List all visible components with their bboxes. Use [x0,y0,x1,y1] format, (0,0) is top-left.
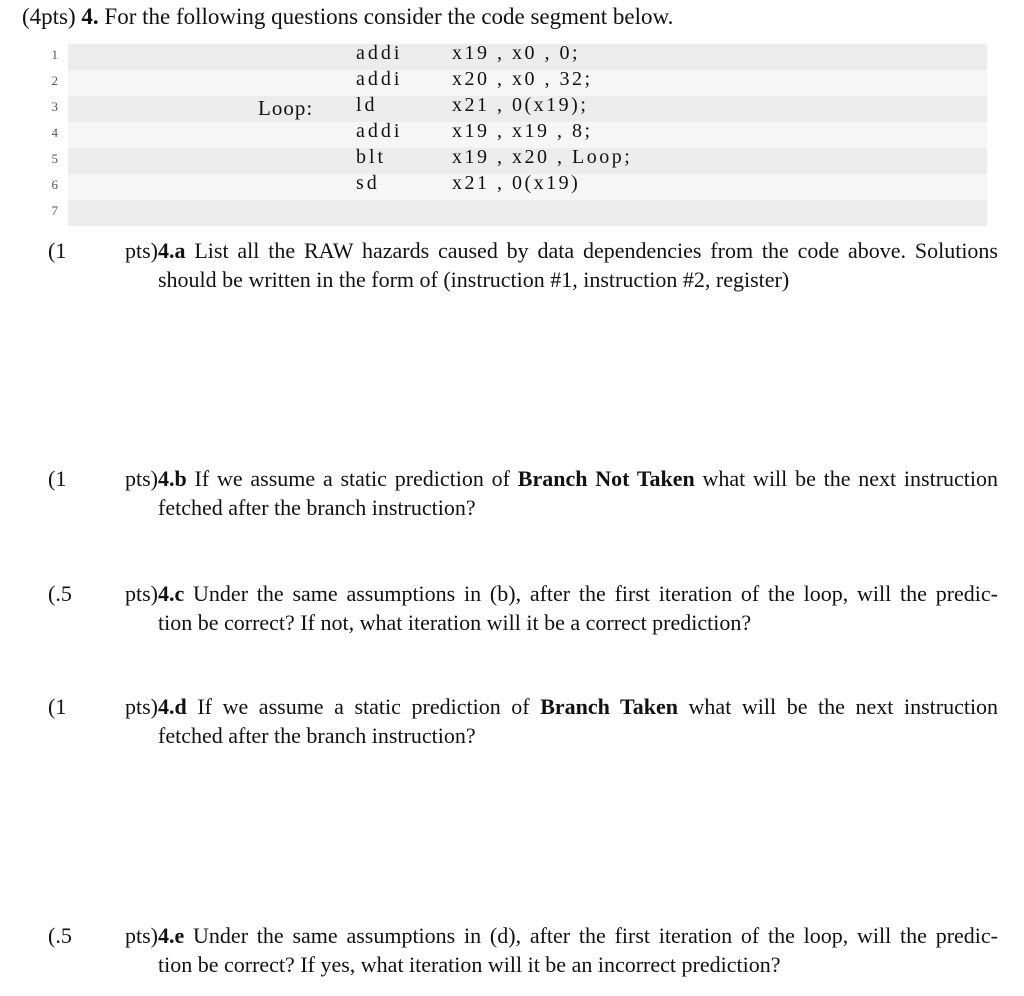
code-line [51,68,987,96]
subquestion-number: 4.e [158,923,185,948]
subquestion-points: (1 pts) [48,466,158,491]
subquestion-points: (1 pts) [48,238,158,263]
code-operands: x19 , x0 , 0; [452,42,581,64]
subquestion-text-cont: fetched after the branch instruction? [158,723,476,748]
code-instruction: ld [356,94,378,116]
question-number: 4. [81,4,99,29]
question-line [48,579,998,608]
code-instruction: addi [356,42,403,64]
question-line [48,921,998,950]
subquestion-emphasis: Branch Not Taken [517,466,695,491]
code-instruction: sd [356,172,380,194]
line-number: 5 [51,151,58,166]
question-4b [48,464,998,522]
question-line [48,464,998,493]
subquestion-number: 4.d [158,694,187,719]
code-line [51,94,987,122]
code-line [51,146,987,174]
subquestion-number: 4.a [158,238,186,263]
line-number: 1 [51,47,58,62]
question-4c [48,579,998,637]
subquestion-emphasis: Branch Taken [540,694,678,719]
subquestion-text-cont: should be written in the form of (instruction #1, instruction #2, register) [158,267,790,292]
line-number: 3 [51,99,58,114]
code-line [51,172,987,200]
subquestion-text: If we assume a static prediction of [197,694,530,719]
subquestion-text-cont: fetched after the branch instruction? [158,495,476,520]
code-instruction: blt [356,146,387,168]
question-points: (4pts) [22,4,76,29]
subquestion-text: If we assume a static prediction of [194,466,510,491]
subquestion-text: what will be the next instruction [688,694,999,719]
line-number: 7 [51,203,58,218]
subquestion-text-cont: tion be correct? If yes, what iteration will it be an incorrect prediction? [158,952,781,977]
code-line [51,120,987,148]
line-number: 4 [51,125,58,140]
code-operands: x19 , x19 , 8; [452,120,593,142]
question-line [48,236,998,265]
question-4a [48,236,998,294]
subquestion-text: List all the RAW hazards caused by data dependencies from the code above. Solutions [194,238,998,263]
code-label: Loop: [258,96,314,120]
line-number: 6 [51,177,58,192]
code-instruction: addi [356,68,403,90]
subquestion-number: 4.b [158,466,187,491]
subquestion-points: (1 pts) [48,694,158,719]
code-operands: x21 , 0(x19); [452,94,589,116]
subquestion-number: 4.c [158,581,185,606]
subquestion-text: Under the same assumptions in (d), after the first iteration of the loop, will the predic- [193,923,998,948]
code-line [51,42,987,70]
question-text: For the following questions consider the code segment below. [104,4,674,29]
subquestion-text: Under the same assumptions in (b), after the first iteration of the loop, will the predic- [193,581,998,606]
code-operands: x19 , x20 , Loop; [452,146,633,168]
question-4d [48,692,998,750]
code-operands: x20 , x0 , 32; [452,68,593,90]
code-line [51,200,987,226]
subquestion-text-cont: tion be correct? If not, what iteration will it be a correct prediction? [158,610,752,635]
question-4e [48,921,998,979]
question-header [22,4,673,30]
subquestion-text: what will be the next instruction [702,466,999,491]
code-listing [51,42,987,226]
question-line [48,692,998,721]
code-instruction: addi [356,120,403,142]
line-number: 2 [51,73,58,88]
code-operands: x21 , 0(x19) [452,172,581,194]
subquestion-points: (.5 pts) [48,581,158,606]
subquestion-points: (.5 pts) [48,923,158,948]
